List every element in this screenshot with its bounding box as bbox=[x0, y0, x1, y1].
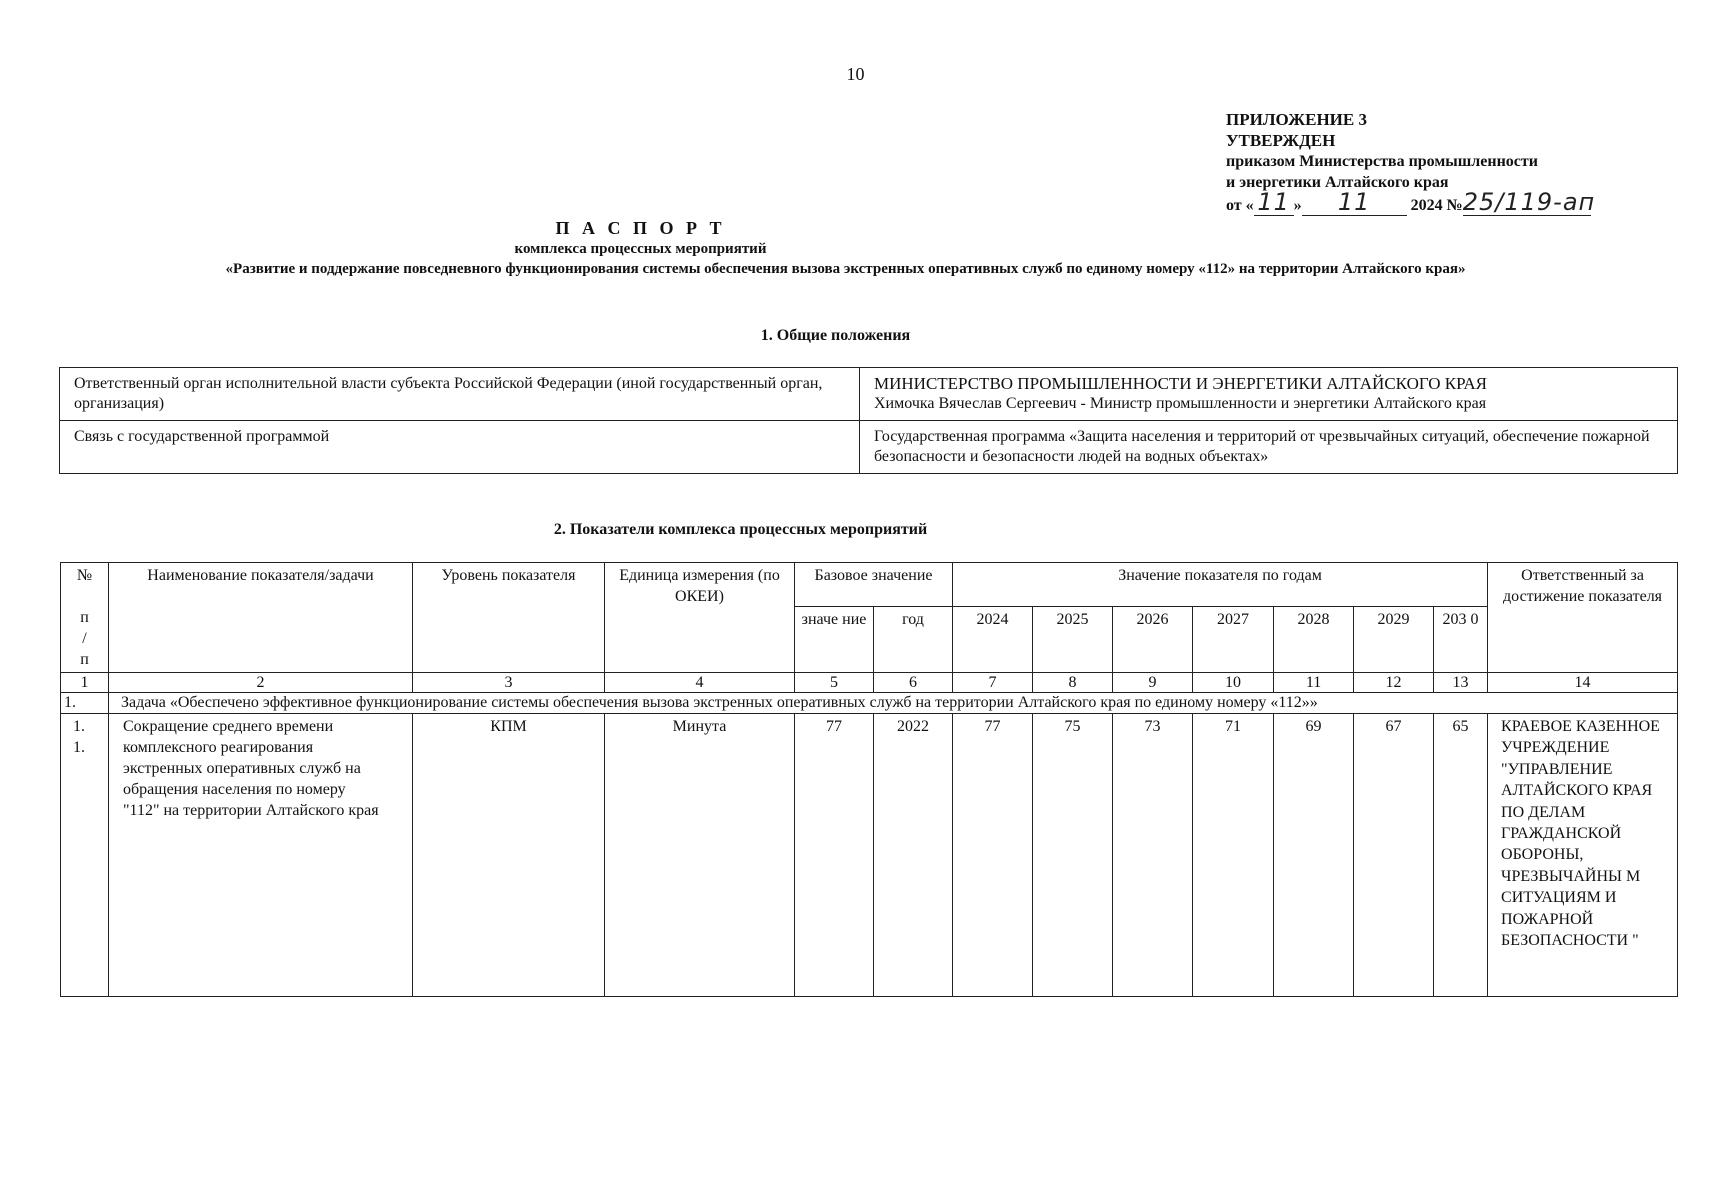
header-level: Уровень показателя bbox=[413, 563, 605, 673]
approval-stamp bbox=[1226, 109, 1596, 216]
column-number: 11 bbox=[1274, 673, 1354, 693]
task-text: Задача «Обеспечено эффективное функционирование системы обеспечения вызова экстренных оперативных служб на территории Алтайского края по единому номеру «112»» bbox=[109, 693, 1678, 714]
passport-word: П А С П О Р Т bbox=[555, 218, 726, 238]
indicator-value-2030: 65 bbox=[1434, 714, 1488, 997]
header-row bbox=[61, 563, 1678, 607]
section-2-heading: 2. Показатели комплекса процессных мероприятий bbox=[553, 521, 928, 538]
row-value bbox=[860, 368, 1678, 421]
page-number: 10 bbox=[846, 64, 865, 84]
approval-ministry-line: и энергетики Алтайского края bbox=[1226, 174, 1449, 191]
date-prefix: от « bbox=[1226, 197, 1254, 214]
task-row bbox=[61, 693, 1678, 714]
column-number: 7 bbox=[953, 673, 1033, 693]
section-1-heading: 1. Общие положения bbox=[760, 327, 911, 344]
approval-date-line bbox=[1226, 188, 1596, 216]
minister-name: Химочка Вячеслав Сергеевич - Министр промышленности и энергетики Алтайского края bbox=[874, 395, 1487, 412]
indicator-level: КПМ bbox=[413, 714, 605, 997]
row-value: Государственная программа «Защита населения и территорий от чрезвычайных ситуаций, обеспечение пожарной безопасности и безопасности людей на водных объектах» bbox=[860, 421, 1678, 474]
table-row bbox=[60, 368, 1678, 421]
date-mid: » bbox=[1293, 197, 1302, 214]
column-number: 5 bbox=[795, 673, 874, 693]
document-title bbox=[0, 218, 1711, 279]
header-base: Базовое значение bbox=[795, 563, 953, 607]
general-provisions-table bbox=[59, 367, 1678, 474]
header-year: 2028 bbox=[1274, 607, 1354, 673]
approval-approved: УТВЕРЖДЕН bbox=[1226, 131, 1336, 150]
column-number: 12 bbox=[1354, 673, 1434, 693]
indicator-value-2029: 67 bbox=[1354, 714, 1434, 997]
header-by-years: Значение показателя по годам bbox=[953, 563, 1488, 607]
passport-subtitle: комплекса процессных мероприятий bbox=[514, 241, 767, 257]
column-number: 8 bbox=[1033, 673, 1113, 693]
table-row bbox=[60, 421, 1678, 474]
approval-month: 11 bbox=[1337, 188, 1371, 216]
header-base-year: год bbox=[874, 607, 953, 673]
header-base-value: значе ние bbox=[795, 607, 874, 673]
indicator-unit: Минута bbox=[605, 714, 795, 997]
table-row bbox=[61, 714, 1678, 997]
header-year: 2025 bbox=[1033, 607, 1113, 673]
indicator-number: 1. 1. bbox=[61, 714, 109, 997]
indicator-name: Сокращение среднего времени комплексного реагирования экстренных оперативных служб на обращения населения по номеру "112" на территории Алтайского края bbox=[109, 714, 413, 997]
indicators-table bbox=[60, 562, 1678, 997]
approval-day: 11 bbox=[1257, 188, 1290, 216]
indicator-value-2026: 73 bbox=[1113, 714, 1193, 997]
task-number: 1. bbox=[61, 693, 109, 714]
indicator-base-year: 2022 bbox=[874, 714, 953, 997]
column-number: 4 bbox=[605, 673, 795, 693]
approval-appendix: ПРИЛОЖЕНИЕ 3 bbox=[1226, 110, 1367, 129]
header-year: 2024 bbox=[953, 607, 1033, 673]
row-label: Связь с государственной программой bbox=[60, 421, 860, 474]
passport-name: «Развитие и поддержание повседневного функционирования системы обеспечения вызова экстренных оперативных служб по единому номеру «112» на территории Алтайского края» bbox=[225, 261, 1466, 277]
column-number: 2 bbox=[109, 673, 413, 693]
indicator-value-2025: 75 bbox=[1033, 714, 1113, 997]
ministry-name: МИНИСТЕРСТВО ПРОМЫШЛЕННОСТИ И ЭНЕРГЕТИКИ АЛТАЙСКОГО КРАЯ bbox=[874, 374, 1488, 393]
header-year: 2029 bbox=[1354, 607, 1434, 673]
header-year: 2027 bbox=[1193, 607, 1274, 673]
column-number: 10 bbox=[1193, 673, 1274, 693]
indicator-responsible: КРАЕВОЕ КАЗЕННОЕ УЧРЕЖДЕНИЕ "УПРАВЛЕНИЕ АЛТАЙСКОГО КРАЯ ПО ДЕЛАМ ГРАЖДАНСКОЙ ОБОРОНЫ, ЧРЕЗВЫЧАЙНЫ М СИТУАЦИЯМ И ПОЖАРНОЙ БЕЗОПАСНОСТИ " bbox=[1488, 714, 1678, 997]
header-responsible: Ответственный за достижение показателя bbox=[1488, 563, 1678, 673]
column-number: 6 bbox=[874, 673, 953, 693]
indicator-value-2028: 69 bbox=[1274, 714, 1354, 997]
column-number: 9 bbox=[1113, 673, 1193, 693]
header-unit: Единица измерения (по ОКЕИ) bbox=[605, 563, 795, 673]
approval-order-line: приказом Министерства промышленности bbox=[1226, 153, 1538, 170]
approval-year: 2024 № bbox=[1410, 197, 1463, 214]
indicator-value-2027: 71 bbox=[1193, 714, 1274, 997]
row-label: Ответственный орган исполнительной власти субъекта Российской Федерации (иной государственный орган, организация) bbox=[60, 368, 860, 421]
header-name: Наименование показателя/задачи bbox=[109, 563, 413, 673]
column-number: 1 bbox=[61, 673, 109, 693]
column-number: 14 bbox=[1488, 673, 1678, 693]
header-year: 203 0 bbox=[1434, 607, 1488, 673]
approval-number: 25/119-ап bbox=[1462, 188, 1596, 216]
column-number: 3 bbox=[413, 673, 605, 693]
indicator-value-2024: 77 bbox=[953, 714, 1033, 997]
column-number: 13 bbox=[1434, 673, 1488, 693]
indicator-base-value: 77 bbox=[795, 714, 874, 997]
column-number-row bbox=[61, 673, 1678, 693]
header-year: 2026 bbox=[1113, 607, 1193, 673]
header-no: № п / п bbox=[61, 563, 109, 673]
